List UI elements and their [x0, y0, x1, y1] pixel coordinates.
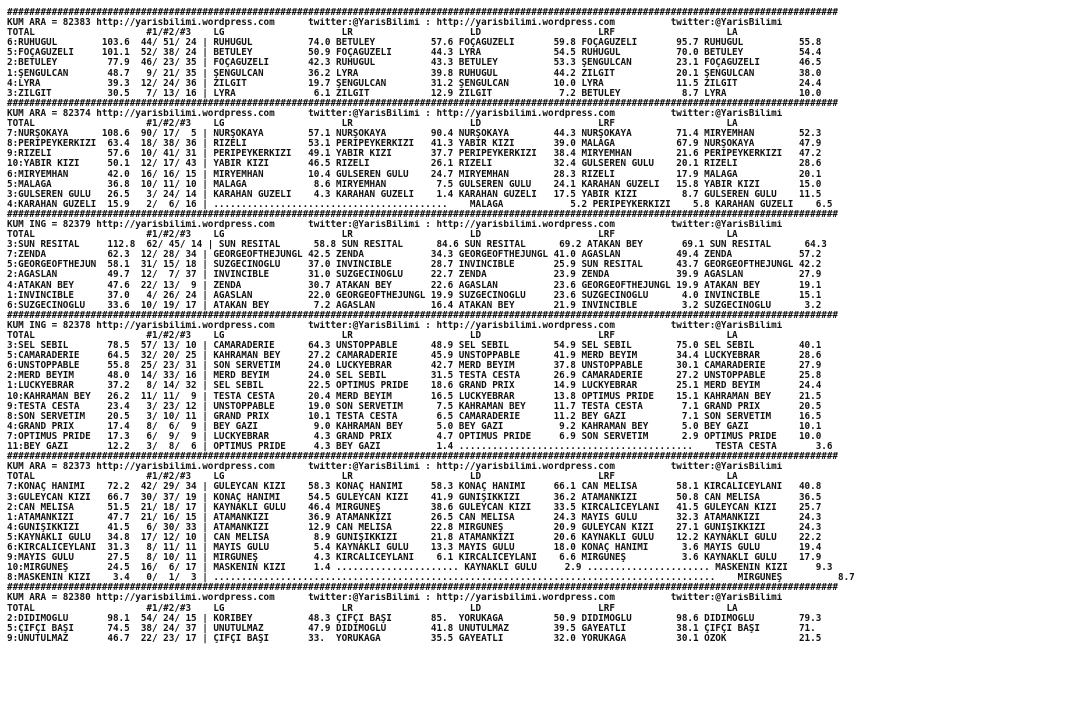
result-row: 5:CAMARADERIE 64.5 32/ 20/ 25 | KAHRAMAN BEY 27.2 CAMARADERIE 45.9 UNSTOPPABLE 41.9 MERD BEYİM 34.4 LUCKYEBRAR 28.6	[7, 351, 822, 362]
result-row: 3:SEL SEBİL 78.5 57/ 13/ 10 | CAMARADERIE 64.3 UNSTOPPABLE 48.9 SEL SEBİL 54.9 SEL SEBİL 75.0 SEL SEBİL 40.1	[7, 341, 822, 352]
result-row: 6:RUHUGÜL 103.6 44/ 51/ 24 | RUHUGÜL 74.0 BETÜLEY 57.6 FOÇAGÜZELİ 59.8 FOÇAGÜZELİ 95.7 RUHUGÜL 55.8	[7, 38, 822, 49]
separator-line: #####################################################################################################################################################	[7, 8, 839, 18]
result-row: 4:LYRA 39.3 12/ 24/ 36 | ZİLGİT 19.7 ŞENGÜLCAN 31.2 ŞENGÜLCAN 10.0 LYRA 11.5 ZİLGİT 24.4	[7, 78, 822, 89]
separator-line: #####################################################################################################################################################	[7, 583, 839, 594]
column-header-line: TOTAL #1/#2/#3 LG LR LD LRF LA	[7, 331, 738, 341]
result-row: 4:ATAKAN BEY 47.6 22/ 13/ 9 | ZENDA 30.7 ATAKAN BEY 22.6 AĞASLAN 23.6 GEORGEOFTHEJUNGL 19.9 ATAKAN BEY 19.1	[7, 280, 822, 291]
result-row: 1:INVINCIBLE 37.0 4/ 26/ 24 | AĞASLAN 22.0 GEORGEOFTHEJUNGL 19.9 SÜZGECİNOĞLU 23.6 SÜZGECİNOĞLU 4.0 INVINCIBLE 15.1	[7, 290, 822, 301]
result-row: 2:CAN MELİSA 51.5 21/ 18/ 17 | KAYNAKLI GÜLÜ 46.4 MİRGÜNEŞ 38.6 GÜLEYCAN KIZI 33.5 KIRCALICEYLANI 41.5 GÜLEYCAN KIZI 25.7	[7, 502, 822, 513]
race-header-line: KUM ARA = 82374 http://yarisbilimi.wordpress.com twitter:@YarisBilimi : http://yarisbilimi.wordpress.com twitter:@YarisBilimi	[7, 108, 783, 119]
result-row: 10:MİRGÜNEŞ 24.5 16/ 6/ 17 | MASKENİN KIZI 1.4 ...................... KAYNAKLI GÜLÜ 2.9 ...................... MASKENİN KIZI 9.3	[7, 563, 833, 574]
separator-line: #####################################################################################################################################################	[7, 98, 839, 109]
column-header-line: TOTAL #1/#2/#3 LG LR LD LRF LA	[7, 603, 738, 614]
result-row: 3:SUN RESITAL 112.8 62/ 45/ 14 | SUN RESITAL 58.8 SUN RESITAL 84.6 SUN RESITAL 69.2 ATAKAN BEY 69.1 SUN RESITAL 64.3	[7, 240, 827, 251]
result-row: 2:AĞASLAN 49.7 12/ 7/ 37 | INVINCIBLE 31.0 SÜZGECİNOĞLU 22.7 ZENDA 23.9 ZENDA 39.9 AĞASLAN 27.9	[7, 270, 822, 281]
result-row: 1:LUCKYEBRAR 37.2 8/ 14/ 32 | SEL SEBİL 22.5 OPTIMUS PRIDE 18.6 GRAND PRIX 14.9 LUCKYEBRAR 25.1 MERD BEYİM 24.4	[7, 381, 822, 392]
results-text-document	[7, 8, 1072, 644]
column-header-line: TOTAL #1/#2/#3 LG LR LD LRF LA	[7, 28, 738, 39]
result-row: 11:BEY GAZİ 12.2 3/ 8/ 6 | OPTIMUS PRIDE 4.3 BEY GAZİ 1.4 .......................................... TESTA CESTA 3.6	[7, 442, 833, 453]
result-row: 7:OPTIMUS PRIDE 17.3 6/ 9/ 9 | LUCKYEBRAR 4.3 GRAND PRIX 4.7 OPTIMUS PRIDE 6.9 SON SERVETİM 2.9 OPTIMUS PRIDE 10.0	[7, 431, 822, 442]
result-row: 8:MASKENİN KIZI 3.4 0/ 1/ 3 | .......................................................................................... MİRGÜNEŞ 8.7	[7, 573, 855, 584]
column-header-line: TOTAL #1/#2/#3 LG LR LD LRF LA	[7, 472, 738, 483]
race-header-line: KUM ING = 82378 http://yarisbilimi.wordpress.com twitter:@YarisBilimi : http://yarisbilimi.wordpress.com twitter:@YarisBilimi	[7, 320, 783, 331]
result-row: 1:ATAMANKIZI 47.7 21/ 16/ 15 | ATAMANKIZI 36.9 ATAMANKIZI 26.5 CAN MELİSA 24.3 MAYIS GÜLÜ 32.3 ATAMANKIZI 24.3	[7, 512, 822, 523]
result-row: 5:KAYNAKLI GÜLÜ 34.8 17/ 12/ 10 | CAN MELİSA 8.9 GÜNIŞIKKIZI 21.8 ATAMANKIZI 20.6 KAYNAKLI GÜLÜ 12.2 KAYNAKLI GÜLÜ 22.2	[7, 532, 822, 543]
result-row: 2:DİDİMOĞLU 98.1 54/ 24/ 15 | KORİBEY 48.3 ÇİFÇİ BAŞI 85. YÖRÜKAĞA 50.9 DİDİMOĞLU 98.6 DİDİMOĞLU 79.3	[7, 613, 822, 624]
result-row: 2:MERD BEYİM 48.0 14/ 33/ 16 | MERD BEYİM 24.0 SEL SEBİL 31.5 TESTA CESTA 26.9 CAMARADERIE 27.2 UNSTOPPABLE 25.8	[7, 371, 822, 382]
result-row: 3:GÜLEYCAN KIZI 66.7 30/ 37/ 19 | KONAÇ HANIMI 54.5 GÜLEYCAN KIZI 41.9 GÜNIŞIKKIZI 36.2 ATAMANKIZI 50.8 CAN MELİSA 36.5	[7, 492, 822, 503]
result-row: 6:UNSTOPPABLE 55.8 25/ 23/ 31 | SON SERVETİM 24.0 LUCKYEBRAR 42.7 MERD BEYİM 37.8 UNSTOPPABLE 30.1 CAMARADERIE 27.9	[7, 361, 822, 372]
result-row: 5:MALAGA 36.8 10/ 11/ 10 | MALAGA 8.6 MİRYEMHAN 7.5 GÜLSEREN GÜLÜ 24.1 KARAHAN GÜZELİ 15.8 YABIR KIZI 15.0	[7, 179, 822, 190]
result-row: 4:GRAND PRIX 17.4 8/ 6/ 9 | BEY GAZİ 9.0 KAHRAMAN BEY 5.0 BEY GAZİ 9.2 KAHRAMAN BEY 5.0 BEY GAZİ 10.1	[7, 421, 822, 432]
separator-line: #####################################################################################################################################################	[7, 452, 839, 463]
result-row: 2:BETÜLEY 77.9 46/ 23/ 35 | FOÇAGÜZELİ 42.3 RUHUGÜL 43.3 BETÜLEY 53.3 ŞENGÜLCAN 23.1 FOÇAGÜZELİ 46.5	[7, 58, 822, 69]
race-header-line: KUM ING = 82379 http://yarisbilimi.wordpress.com twitter:@YarisBilimi : http://yarisbilimi.wordpress.com twitter:@YarisBilimi	[7, 219, 783, 230]
result-row: 6:SÜZGECİNOĞLU 33.6 10/ 19/ 17 | ATAKAN BEY 7.2 AĞASLAN 16.4 ATAKAN BEY 21.9 INVINCIBLE 3.2 SÜZGECİNOĞLU 3.2	[7, 300, 822, 311]
race-header-line: KUM ARA = 82383 http://yarisbilimi.wordpress.com twitter:@YarisBilimi : http://yarisbilimi.wordpress.com twitter:@YarisBilimi	[7, 18, 783, 29]
result-row: 4:GÜNIŞIKKIZI 41.5 6/ 30/ 33 | ATAMANKIZI 12.9 CAN MELİSA 22.8 MİRGÜNEŞ 20.9 GÜLEYCAN KIZI 27.1 GÜNIŞIKKIZI 24.3	[7, 522, 822, 533]
result-row: 3:GÜLSEREN GÜLÜ 26.5 3/ 24/ 14 | KARAHAN GÜZELİ 4.3 KARAHAN GÜZELİ 1.4 KARAHAN GÜZELİ 17.5 YABIR KIZI 8.7 GÜLSEREN GÜLÜ 11.5	[7, 189, 822, 200]
result-row: 5:ÇİFÇİ BAŞI 74.5 38/ 24/ 37 | UNUTULMAZ 47.9 DİDİMOĞLU 41.8 UNUTULMAZ 39.5 GAYEATLI 38.1 ÇİFÇİ BAŞI 71.	[7, 623, 816, 634]
result-row: 3:ZİLGİT 30.5 7/ 13/ 16 | LYRA 6.1 ZİLGİT 12.9 ZİLGİT 7.2 BETÜLEY 8.7 LYRA 10.0	[7, 88, 822, 99]
result-row: 10:KAHRAMAN BEY 26.2 11/ 11/ 9 | TESTA CESTA 20.4 MERD BEYİM 16.5 LUCKYEBRAR 13.8 OPTIMUS PRIDE 15.1 KAHRAMAN BEY 21.5	[7, 391, 822, 402]
result-row: 9:RİZELİ 57.6 10/ 41/ 31 | PERİPEYKERKİZİ 49.1 YABIR KIZI 37.7 PERİPEYKERKİZİ 38.4 MİRYEMHAN 21.6 PERİPEYKERKİZİ 47.2	[7, 149, 822, 160]
result-row: 6:MİRYEMHAN 42.0 16/ 16/ 15 | MİRYEMHAN 10.4 GÜLSEREN GÜLÜ 24.7 MİRYEMHAN 28.3 RİZELİ 17.9 MALAGA 20.1	[7, 169, 822, 180]
result-row: 5:FOÇAGÜZELİ 101.1 52/ 38/ 24 | BETÜLEY 50.9 FOÇAGÜZELİ 44.3 LYRA 54.5 RUHUGÜL 70.0 BETÜLEY 54.4	[7, 48, 822, 59]
result-row: 5:GEORGEOFTHEJUN 58.1 31/ 15/ 18 | SÜZGECİNOĞLU 37.0 INVINCIBLE 28.7 INVINCIBLE 25.9 SUN RESITAL 43.7 GEORGEOFTHEJUNGL 42.2	[7, 260, 822, 271]
result-row: 4:KARAHAN GÜZELİ 15.9 2/ 6/ 16 | .......................................... MALAGA 5.2 PERİPEYKERKİZİ 5.8 KARAHAN GÜZELİ 6.5	[7, 199, 833, 210]
result-row: 7:NURŞOKAYA 108.6 90/ 17/ 5 | NURŞOKAYA 57.1 NURŞOKAYA 90.4 NURŞOKAYA 44.3 NURŞOKAYA 71.4 MİRYEMHAN 52.3	[7, 129, 822, 140]
column-header-line: TOTAL #1/#2/#3 LG LR LD LRF LA	[7, 119, 738, 130]
result-row: 8:SON SERVETİM 20.5 3/ 10/ 11 | GRAND PRIX 10.1 TESTA CESTA 6.5 CAMARADERIE 11.2 BEY GAZİ 7.1 SON SERVETİM 16.5	[7, 411, 822, 422]
result-row: 7:KONAÇ HANIMI 72.2 42/ 29/ 34 | GÜLEYCAN KIZI 58.3 KONAÇ HANIMI 58.3 KONAÇ HANIMI 66.1 CAN MELİSA 58.1 KIRCALICEYLANI 40.8	[7, 482, 822, 493]
result-row: 7:ZENDA 62.3 12/ 28/ 34 | GEORGEOFTHEJUNGL 42.5 ZENDA 34.3 GEORGEOFTHEJUNGL 41.0 AĞASLAN 49.4 ZENDA 57.2	[7, 250, 822, 261]
result-row: 8:PERİPEYKERKİZİ 63.4 18/ 38/ 36 | RİZELİ 53.1 PERİPEYKERKİZİ 41.3 YABIR KIZI 39.0 MALAGA 67.9 NURŞOKAYA 47.9	[7, 139, 822, 150]
separator-line: #####################################################################################################################################################	[7, 310, 839, 321]
result-row: 9:UNUTULMAZ 46.7 22/ 23/ 17 | ÇİFÇİ BAŞI 33. YÖRÜKAĞA 35.5 GAYEATLI 32.0 YÖRÜKAĞA 30.1 ÖZOK 21.5	[7, 633, 822, 644]
column-header-line: TOTAL #1/#2/#3 LG LR LD LRF LA	[7, 230, 738, 241]
result-row: 10:YABIR KIZI 50.1 12/ 17/ 43 | YABIR KIZI 46.5 RİZELİ 26.1 RİZELİ 32.4 GÜLSEREN GÜLÜ 20.1 RİZELİ 28.6	[7, 159, 822, 170]
result-row: 9:TESTA CESTA 23.4 3/ 23/ 12 | UNSTOPPABLE 19.0 SON SERVETİM 7.5 KAHRAMAN BEY 11.7 TESTA CESTA 7.1 GRAND PRIX 20.5	[7, 401, 822, 412]
result-row: 9:MAYIS GÜLÜ 27.5 8/ 10/ 11 | MİRGÜNEŞ 4.3 KIRCALICEYLANI 6.1 KIRCALICEYLANI 6.6 MİRGÜNEŞ 3.6 KAYNAKLI GÜLÜ 17.9	[7, 553, 822, 564]
separator-line: #####################################################################################################################################################	[7, 209, 839, 220]
race-header-line: KUM ARA = 82380 http://yarisbilimi.wordpress.com twitter:@YarisBilimi : http://yarisbilimi.wordpress.com twitter:@YarisBilimi	[7, 593, 783, 604]
race-header-line: KUM ARA = 82373 http://yarisbilimi.wordpress.com twitter:@YarisBilimi : http://yarisbilimi.wordpress.com twitter:@YarisBilimi	[7, 462, 783, 473]
result-row: 1:ŞENGÜLCAN 48.7 9/ 21/ 35 | ŞENGÜLCAN 36.2 LYRA 39.8 RUHUGÜL 44.2 ZİLGİT 20.1 ŞENGÜLCAN 38.0	[7, 68, 822, 79]
result-row: 6:KIRCALICEYLANI 31.3 8/ 11/ 11 | MAYIS GÜLÜ 5.4 KAYNAKLI GÜLÜ 13.3 MAYIS GÜLÜ 18.0 KONAÇ HANIMI 3.6 MAYIS GÜLÜ 19.4	[7, 542, 822, 553]
